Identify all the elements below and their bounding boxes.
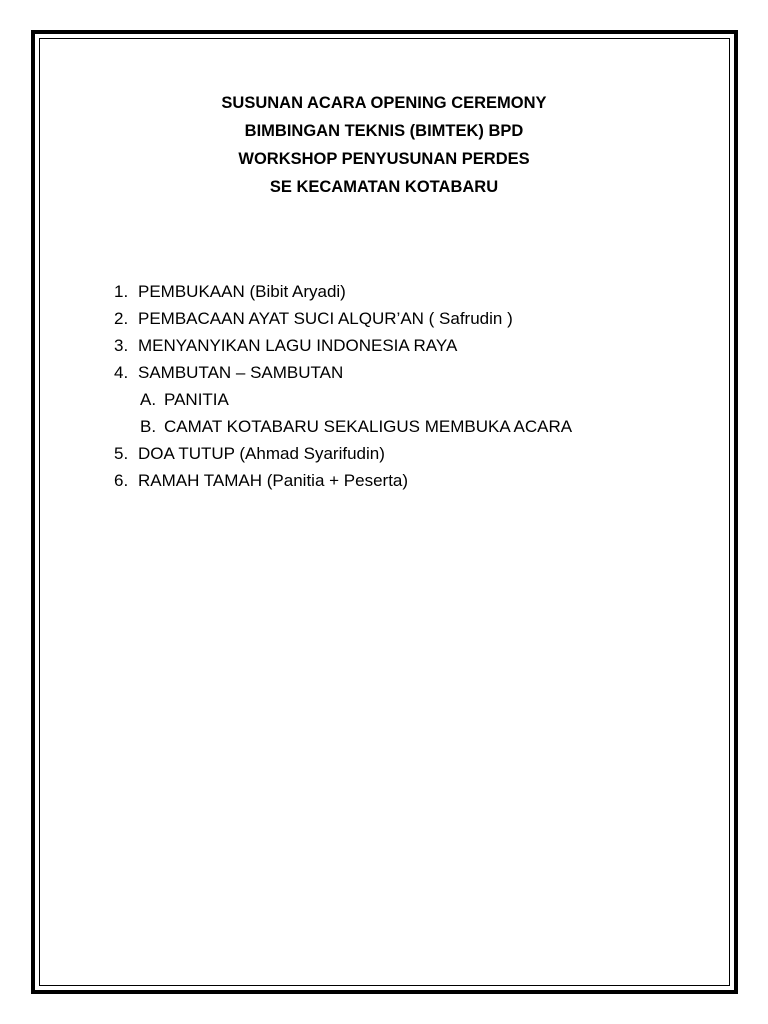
agenda-text: DOA TUTUP (Ahmad Syarifudin)	[138, 444, 385, 463]
agenda-item-5	[114, 440, 572, 467]
agenda-text: MENYANYIKAN LAGU INDONESIA RAYA	[138, 336, 458, 355]
agenda-text: RAMAH TAMAH (Panitia + Peserta)	[138, 471, 409, 490]
agenda-list	[114, 278, 572, 494]
title-line-1: SUSUNAN ACARA OPENING CEREMONY	[221, 94, 547, 112]
agenda-sub-letter: B.	[140, 417, 157, 436]
agenda-item-1	[114, 278, 572, 305]
agenda-sub-text: PANITIA	[164, 390, 229, 409]
document-title	[0, 89, 768, 201]
agenda-number: 5.	[114, 444, 129, 463]
title-line-4: SE KECAMATAN KOTABARU	[269, 178, 499, 196]
agenda-item-3	[114, 332, 572, 359]
agenda-item-2	[114, 305, 572, 332]
agenda-text: PEMBACAAN AYAT SUCI ALQUR’AN ( Safrudin )	[138, 309, 513, 328]
agenda-text: PEMBUKAAN (Bibit Aryadi)	[138, 282, 346, 301]
agenda-number: 3.	[114, 336, 129, 355]
title-line-3: WORKSHOP PENYUSUNAN PERDES	[238, 150, 530, 168]
agenda-item-4	[114, 359, 572, 386]
agenda-item-6	[114, 467, 572, 494]
agenda-text: SAMBUTAN – SAMBUTAN	[138, 363, 344, 382]
agenda-number: 1.	[114, 282, 129, 301]
agenda-number: 2.	[114, 309, 129, 328]
agenda-number: 6.	[114, 471, 129, 490]
agenda-sub-letter: A.	[140, 390, 157, 409]
agenda-number: 4.	[114, 363, 129, 382]
agenda-subitem-a	[114, 386, 572, 413]
title-line-2: BIMBINGAN TEKNIS (BIMTEK) BPD	[244, 122, 524, 140]
agenda-sub-text: CAMAT KOTABARU SEKALIGUS MEMBUKA ACARA	[164, 417, 573, 436]
agenda-subitem-b	[114, 413, 572, 440]
